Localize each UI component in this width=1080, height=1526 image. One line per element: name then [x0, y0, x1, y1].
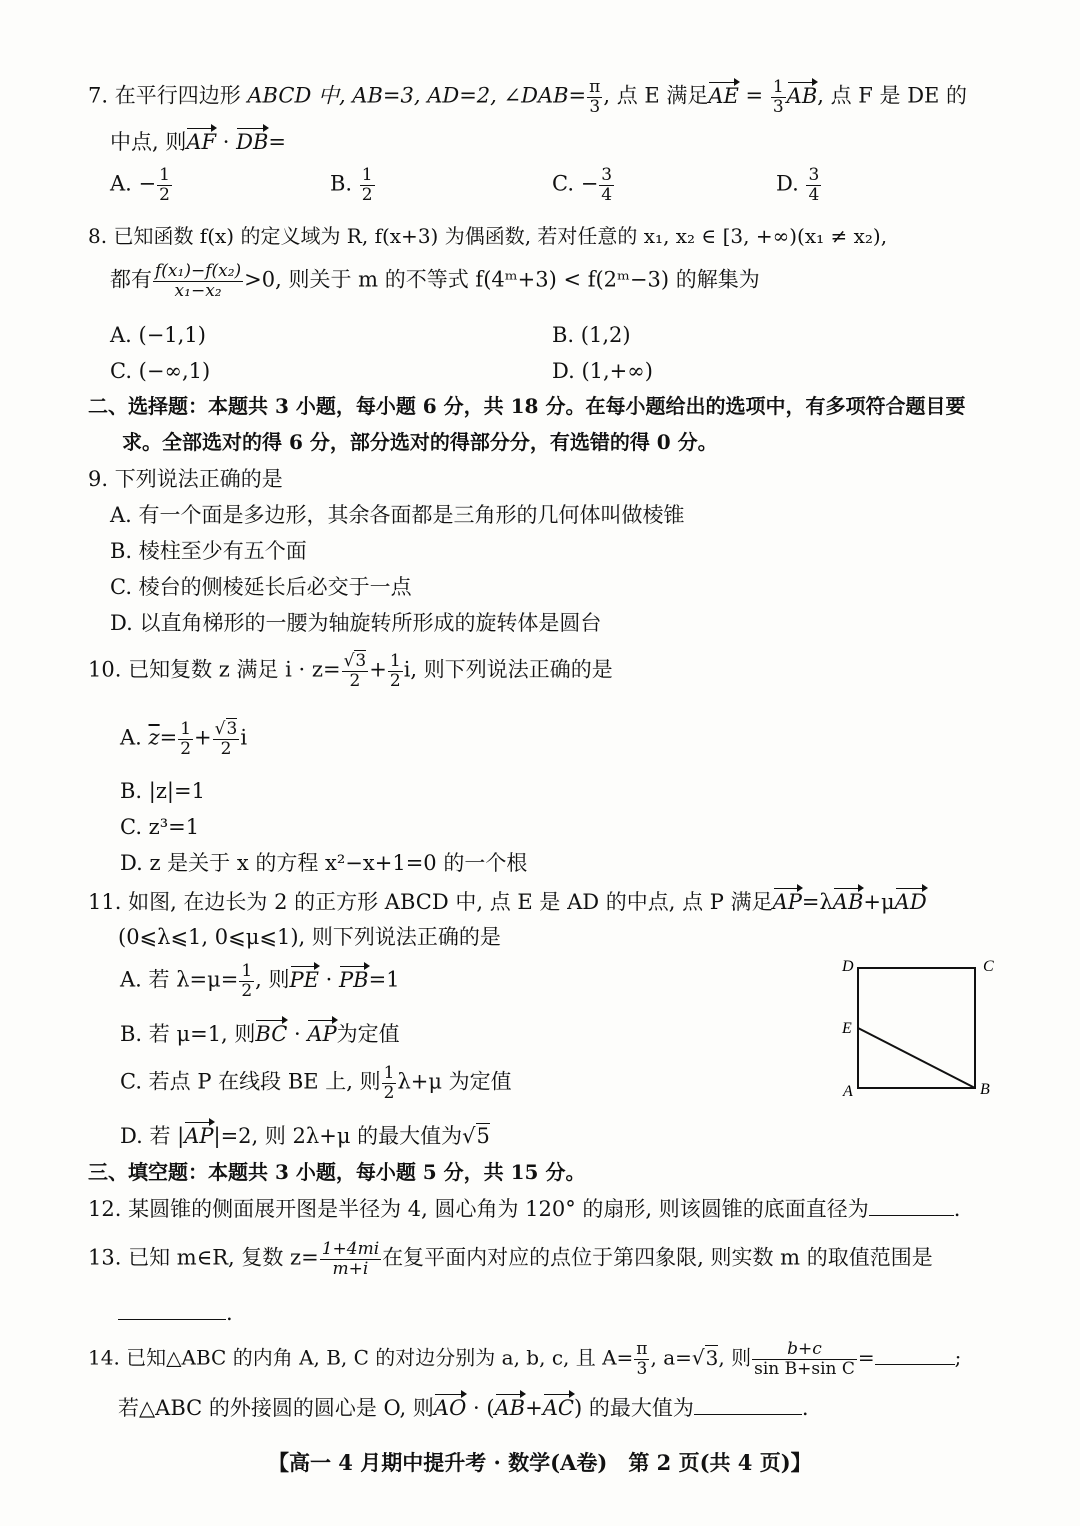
q11-pre: 11. 如图, 在边长为 2 的正方形 ABCD 中, 点 E 是 AD 的中点, 点 P 满足: [88, 890, 773, 914]
vector-DB: DB: [236, 126, 268, 155]
option-label: A.: [110, 171, 132, 196]
q14-end: .: [801, 1396, 809, 1420]
section2-header-line1: 二、选择题：本题共 3 小题，每小题 6 分，共 18 分。在每小题给出的选项中，有多项符合题目要: [88, 394, 966, 418]
section3-header: 三、填空题：本题共 3 小题，每小题 5 分，共 15 分。: [88, 1160, 586, 1184]
frac-num: 3: [808, 165, 820, 185]
label-E: E: [842, 1020, 852, 1037]
q9-option-a[interactable]: A. 有一个面是多边形，其余各面都是三角形的几何体叫做棱锥: [110, 503, 685, 527]
frac-den: 2: [361, 184, 373, 205]
q7-line2-text: 中点, 则: [110, 130, 187, 154]
q14-answer-blank-1[interactable]: [875, 1346, 955, 1365]
q10-option-b[interactable]: B. |z|=1: [120, 779, 205, 803]
option-text: λ+μ 为定值: [397, 1069, 512, 1094]
option-text: B. 若 μ=1, 则: [120, 1022, 256, 1046]
frac-den: 2: [220, 738, 232, 759]
q10-option-c[interactable]: C. z³=1: [120, 815, 200, 839]
q14-line1: 14. 已知△ABC 的内角 A, B, C 的对边分别为 a, b, c, 且 A= $\frac{\pi}{3}$ , a=√3, 则 $\frac{b+c}{\text{sin B+sin C}}$ = ;: [88, 1339, 962, 1379]
q14-pre: 14. 已知△ABC 的内角 A, B, C 的对边分别为 a, b, c, 且 A=: [88, 1345, 634, 1370]
frac-half: [239, 962, 254, 1000]
q7-end: =: [268, 130, 287, 154]
option-frac: [806, 166, 821, 204]
option-label: D.: [776, 171, 799, 196]
option-text: , 则: [255, 967, 290, 992]
frac-num: 1: [241, 961, 253, 981]
q13-post: 在复平面内对应的点位于第四象限, 则实数 m 的取值范围是: [382, 1245, 933, 1270]
q8-option-d[interactable]: D. (1,+∞): [552, 359, 653, 383]
vector-AB: AB: [495, 1392, 526, 1421]
frac-den: 4: [808, 184, 820, 205]
square-ABCD: [858, 968, 975, 1088]
q11-eq: =λ: [801, 890, 833, 914]
dot: ·: [319, 967, 340, 992]
vector-AP: AP: [773, 886, 802, 915]
q10-option-d[interactable]: D. z 是关于 x 的方程 x²−x+1=0 的一个根: [120, 851, 528, 875]
vector-PB: PB: [339, 964, 369, 993]
q14-frac-num: b+c: [752, 1340, 857, 1360]
q8-post: >0, 则关于 m 的不等式 f(4ᵐ+3) < f(2ᵐ−3) 的解集为: [244, 267, 760, 292]
q13-line1: [88, 1240, 933, 1278]
option-frac: [157, 166, 172, 204]
frac-half: [178, 720, 193, 758]
q14-frac-den: sin B+sin C: [754, 1358, 855, 1379]
frac-num: 1: [159, 165, 170, 185]
option-frac: [599, 166, 614, 204]
q9-stem: 9. 下列说法正确的是: [88, 467, 283, 491]
q8-line1: 8. 已知函数 f(x) 的定义域为 R, f(x+3) 为偶函数, 若对任意的 x₁, x₂ ∈ [3, +∞)(x₁ ≠ x₂),: [88, 224, 888, 248]
vector-AC: AC: [543, 1392, 574, 1421]
label-C: C: [983, 958, 994, 975]
q14-angle-frac: [634, 1340, 649, 1378]
q7-third-frac: [771, 78, 786, 116]
q8-frac: [153, 262, 243, 300]
option-text: 为定值: [336, 1022, 400, 1046]
q10-frac1: $\frac{√3}{2}$: [343, 651, 367, 691]
q7-tail: , 点 F 是 DE 的: [817, 83, 968, 108]
frac-num: 3: [601, 165, 613, 185]
q7-dot: ·: [216, 130, 237, 154]
q8-option-b[interactable]: B. (1,2): [552, 323, 631, 347]
vector-AP: AP: [184, 1120, 213, 1149]
imag-unit: i: [240, 725, 248, 750]
q13-frac-num: 1+4mi: [321, 1239, 380, 1259]
vector-AB: AB: [833, 886, 864, 915]
q7-stem: ABCD 中, AB=3, AD=2, ∠DAB=: [247, 83, 587, 108]
rt5: 5: [476, 1124, 490, 1148]
q14-rt3: 3: [705, 1345, 719, 1370]
frac-den: 4: [601, 184, 613, 205]
q9-option-c[interactable]: C. 棱台的侧棱延长后必交于一点: [110, 575, 412, 599]
q9-option-b[interactable]: B. 棱柱至少有五个面: [110, 539, 307, 563]
vector-AF: AF: [186, 126, 216, 155]
option-text: A. 若 λ=μ=: [120, 967, 239, 992]
frac-den: 2: [241, 980, 253, 1001]
label-B: B: [980, 1081, 990, 1098]
q7-three: 3: [772, 96, 784, 117]
q7-line1: [88, 78, 967, 116]
q14-mid: , a=: [650, 1345, 692, 1370]
q12-answer-blank[interactable]: [869, 1197, 954, 1216]
q13-frac-den: m+i: [332, 1258, 369, 1279]
q8-option-c[interactable]: C. (−∞,1): [110, 359, 211, 383]
q14-then: , 则: [718, 1345, 752, 1370]
segment-BE: [858, 1028, 975, 1088]
q12: [88, 1196, 960, 1222]
q7-pi: π: [589, 77, 601, 97]
q13-pre: 13. 已知 m∈R, 复数 z=: [88, 1245, 319, 1270]
q8-pre: 都有: [110, 267, 152, 292]
q14-line2-pre: 若△ABC 的外接圆的圆心是 O, 则: [118, 1396, 434, 1420]
q14-line2: [118, 1392, 809, 1421]
q13-answer-blank[interactable]: [118, 1301, 226, 1320]
q7-den: 3: [589, 96, 601, 117]
plus: +: [194, 725, 212, 750]
vector-PE: PE: [290, 964, 319, 993]
q10-pre: 10. 已知复数 z 满足 i · z=: [88, 657, 341, 682]
q10-two: 2: [349, 670, 361, 691]
rt3: 3: [226, 719, 238, 739]
q11-stem-line1: [88, 886, 927, 915]
label-A: A: [843, 1083, 853, 1100]
z-conjugate: $\overline{z}$: [148, 725, 160, 750]
q10-option-a[interactable]: [120, 720, 247, 758]
q7-mid: , 点 E 满足: [603, 83, 709, 108]
q8-option-a[interactable]: A. (−1,1): [110, 323, 206, 347]
option-text: C. 若点 P 在线段 BE 上, 则: [120, 1069, 381, 1094]
q10-stem: [88, 652, 613, 690]
frac-num: 1: [383, 1063, 395, 1083]
vector-AE: AE: [708, 80, 739, 109]
q13-frac: [320, 1240, 381, 1278]
frac-num: 1: [180, 719, 192, 739]
option-frac: [360, 166, 375, 204]
q10-plus: +: [369, 657, 387, 682]
q13-end: .: [226, 1301, 233, 1325]
q14-l2-post: ) 的最大值为: [573, 1396, 694, 1420]
q7-option-b[interactable]: [330, 166, 376, 204]
option-text: =1: [368, 967, 400, 992]
q14-frac: [752, 1340, 857, 1378]
q7-prefix: 7. 在平行四边形: [88, 83, 248, 108]
option-label: A.: [120, 725, 149, 750]
option-sign: −: [580, 171, 599, 196]
section2-header-line2: 求。全部选对的得 6 分，部分选对的得部分分，有选错的得 0 分。: [122, 430, 718, 454]
q14-plus: +: [525, 1396, 543, 1420]
q10-one: 1: [389, 651, 401, 671]
vector-BC: BC: [255, 1018, 287, 1047]
page-footer: 【高一 4 月期中提升考 · 数学(A卷) 第 2 页(共 4 页)】: [268, 1450, 812, 1475]
q12-text: 12. 某圆锥的侧面展开图是半径为 4, 圆心角为 120° 的扇形, 则该圆锥的底面直径为: [88, 1197, 869, 1221]
frac-den: 2: [159, 184, 170, 205]
q9-option-d[interactable]: D. 以直角梯形的一腰为轴旋转所形成的旋转体是圆台: [110, 611, 602, 635]
vector-AB: AB: [787, 80, 818, 109]
q11-stem-line2: (0⩽λ⩽1, 0⩽μ⩽1), 则下列说法正确的是: [118, 925, 501, 949]
label-D: D: [842, 958, 854, 975]
q14-three: 3: [636, 1358, 648, 1379]
q7-option-c[interactable]: [552, 166, 615, 204]
q7-one: 1: [772, 77, 784, 97]
q10-two-b: 2: [389, 670, 401, 691]
q11-option-b[interactable]: [120, 1018, 400, 1047]
q11-plus: +μ: [863, 890, 895, 914]
q8-line2: [110, 262, 760, 300]
q7-option-a[interactable]: [110, 166, 173, 204]
option-text: D. 若 |: [120, 1124, 185, 1148]
q10-frac2: [388, 652, 403, 690]
q14-l2-mid: · (: [466, 1396, 495, 1420]
vector-AD: AD: [895, 886, 927, 915]
q7-angle-frac: [587, 78, 602, 116]
q8-frac-num: f(x₁)−f(x₂): [155, 261, 242, 281]
q14-semi: ;: [954, 1345, 962, 1370]
eq: =: [159, 725, 178, 750]
option-sign: −: [138, 171, 157, 196]
q11-option-a[interactable]: [120, 962, 400, 1000]
dot: ·: [287, 1022, 308, 1046]
option-text: |=2, 则 2λ+μ 的最大值为: [213, 1124, 463, 1148]
option-label: B.: [330, 171, 353, 196]
q14-answer-blank-2[interactable]: [694, 1396, 802, 1415]
vector-AO: AO: [434, 1392, 466, 1421]
frac-num: 1: [361, 165, 373, 185]
square-figure: [838, 955, 1008, 1100]
frac-den: 2: [383, 1082, 395, 1103]
q13-line2: [118, 1300, 233, 1326]
frac-rt3-half: $\frac{√3}{2}$: [214, 719, 238, 759]
frac-half: [382, 1064, 397, 1102]
q12-end: .: [953, 1197, 961, 1221]
q7-line2: [110, 126, 286, 155]
q14-pi: π: [636, 1339, 648, 1359]
option-label: C.: [552, 171, 574, 196]
q8-frac-den: x₁−x₂: [174, 280, 222, 301]
frac-den: 2: [180, 738, 192, 759]
q10-rt3: 3: [355, 651, 367, 671]
q14-eq: =: [857, 1345, 875, 1370]
vector-AP: AP: [307, 1018, 336, 1047]
q7-option-d[interactable]: [776, 166, 822, 204]
q11-option-d[interactable]: D. 若 |AP|=2, 则 2λ+μ 的最大值为√5: [120, 1120, 490, 1149]
q7-eq: =: [738, 83, 770, 108]
q10-post: i, 则下列说法正确的是: [403, 657, 613, 682]
q11-option-c[interactable]: [120, 1064, 512, 1102]
